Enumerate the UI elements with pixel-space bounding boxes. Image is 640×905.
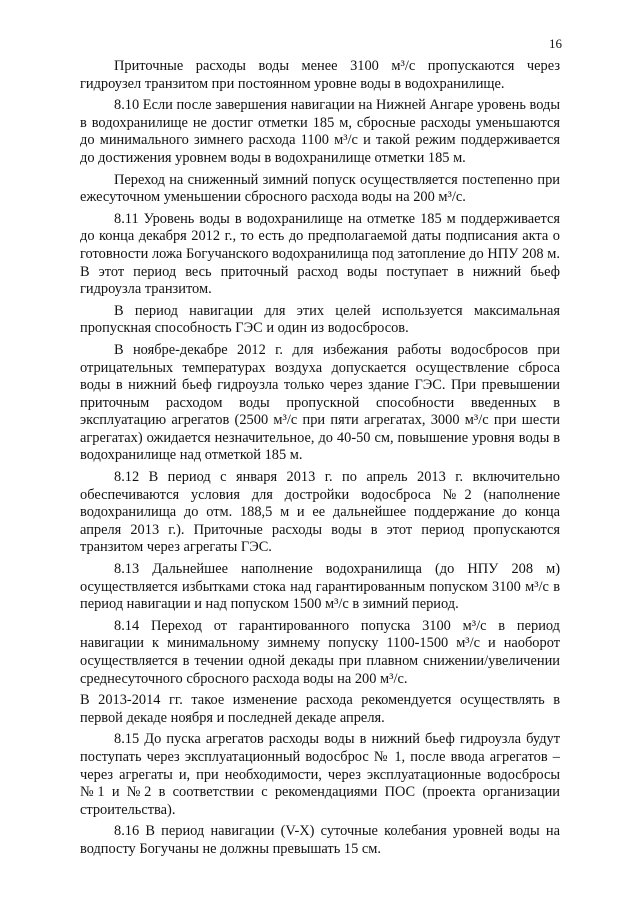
document-body: [80, 58, 560, 863]
paragraph-8-12: 8.12 В период с января 2013 г. по апрель 2013 г. включительно обеспечиваются условия для достройки водосброса №2 (наполнение водохранилища до отм. 188,5 м и ее дальнейшее поддержание до конца апреля 2013 г.). Приточные расходы воды в этот период пропускаются транзитом через агрегаты ГЭС.: [80, 469, 560, 556]
paragraph-8-14: 8.14 Переход от гарантированного попуска 3100 м³/с в период навигации к минимальному зимнему попуску 1100-1500 м³/с и наоборот осуществляется в течении одной декады при плавном снижении/увеличении среднесуточного сбросного расхода воды на 200 м³/с.: [80, 617, 560, 687]
paragraph-8-15: 8.15 До пуска агрегатов расходы воды в нижний бьеф гидроузла будут поступать через эксплуатационный водосброс № 1, после ввода агрегатов – через агрегаты и, при необходимости, через эксплуатационные водосбросы №1 и №2 в соответствии с рекомендациями ПОС (проекта организации строительства).: [80, 731, 560, 818]
paragraph-transit-inflow: Приточные расходы воды менее 3100 м³/с пропускаются через гидроузел транзитом при постоянном уровне воды в водохранилище.: [80, 58, 560, 92]
paragraph-2013-2014: В 2013-2014 гг. такое изменение расхода рекомендуется осуществлять в первой декаде ноября и последней декаде апреля.: [80, 692, 560, 726]
paragraph-8-11: 8.11 Уровень воды в водохранилище на отметке 185 м поддерживается до конца декабря 2012 г., то есть до предполагаемой даты подписания акта о готовности ложа Богучанского водохранилища под затопление до НПУ 208 м. В этот период весь приточный расход воды поступает в нижний бьеф гидроузла транзитом.: [80, 210, 560, 298]
paragraph-8-13: 8.13 Дальнейшее наполнение водохранилища (до НПУ 208 м) осуществляется избытками стока над гарантированным попуском 3100 м³/с в период навигации и над попуском 1500 м³/с в зимний период.: [80, 561, 560, 613]
page-number: 16: [549, 36, 562, 51]
paragraph-winter-release-transition: Переход на сниженный зимний попуск осуществляется постепенно при ежесуточном уменьшении сбросного расхода воды на 200 м³/с.: [80, 171, 560, 206]
paragraph-november-december: В ноябре-декабре 2012 г. для избежания работы водосбросов при отрицательных температурах воздуха допускается осуществление сброса воды в нижний бьеф гидроузла только через здание ГЭС. При превышении приточным расходом воды пропускной способности введенных в эксплуатацию агрегатов (2500 м³/с при пяти агрегатах, 3000 м³/с при шести агрегатах) ожидается незначительное, до 40-50 см, повышение уровня воды в водохранилище над отметкой 185 м.: [80, 341, 560, 464]
paragraph-8-10: 8.10 Если после завершения навигации на Нижней Ангаре уровень воды в водохранилище не достиг отметки 185 м, сбросные расходы уменьшаются до минимального зимнего расхода 1100 м³/с и такой режим поддерживается до достижения уровнем воды в водохранилище отметки 185 м.: [80, 97, 560, 166]
paragraph-8-16: 8.16 В период навигации (V-X) суточные колебания уровней воды на водпосту Богучаны не должны превышать 15 см.: [80, 823, 560, 857]
paragraph-navigation-capacity: В период навигации для этих целей используется максимальная пропускная способность ГЭС и один из водосбросов.: [80, 302, 560, 337]
